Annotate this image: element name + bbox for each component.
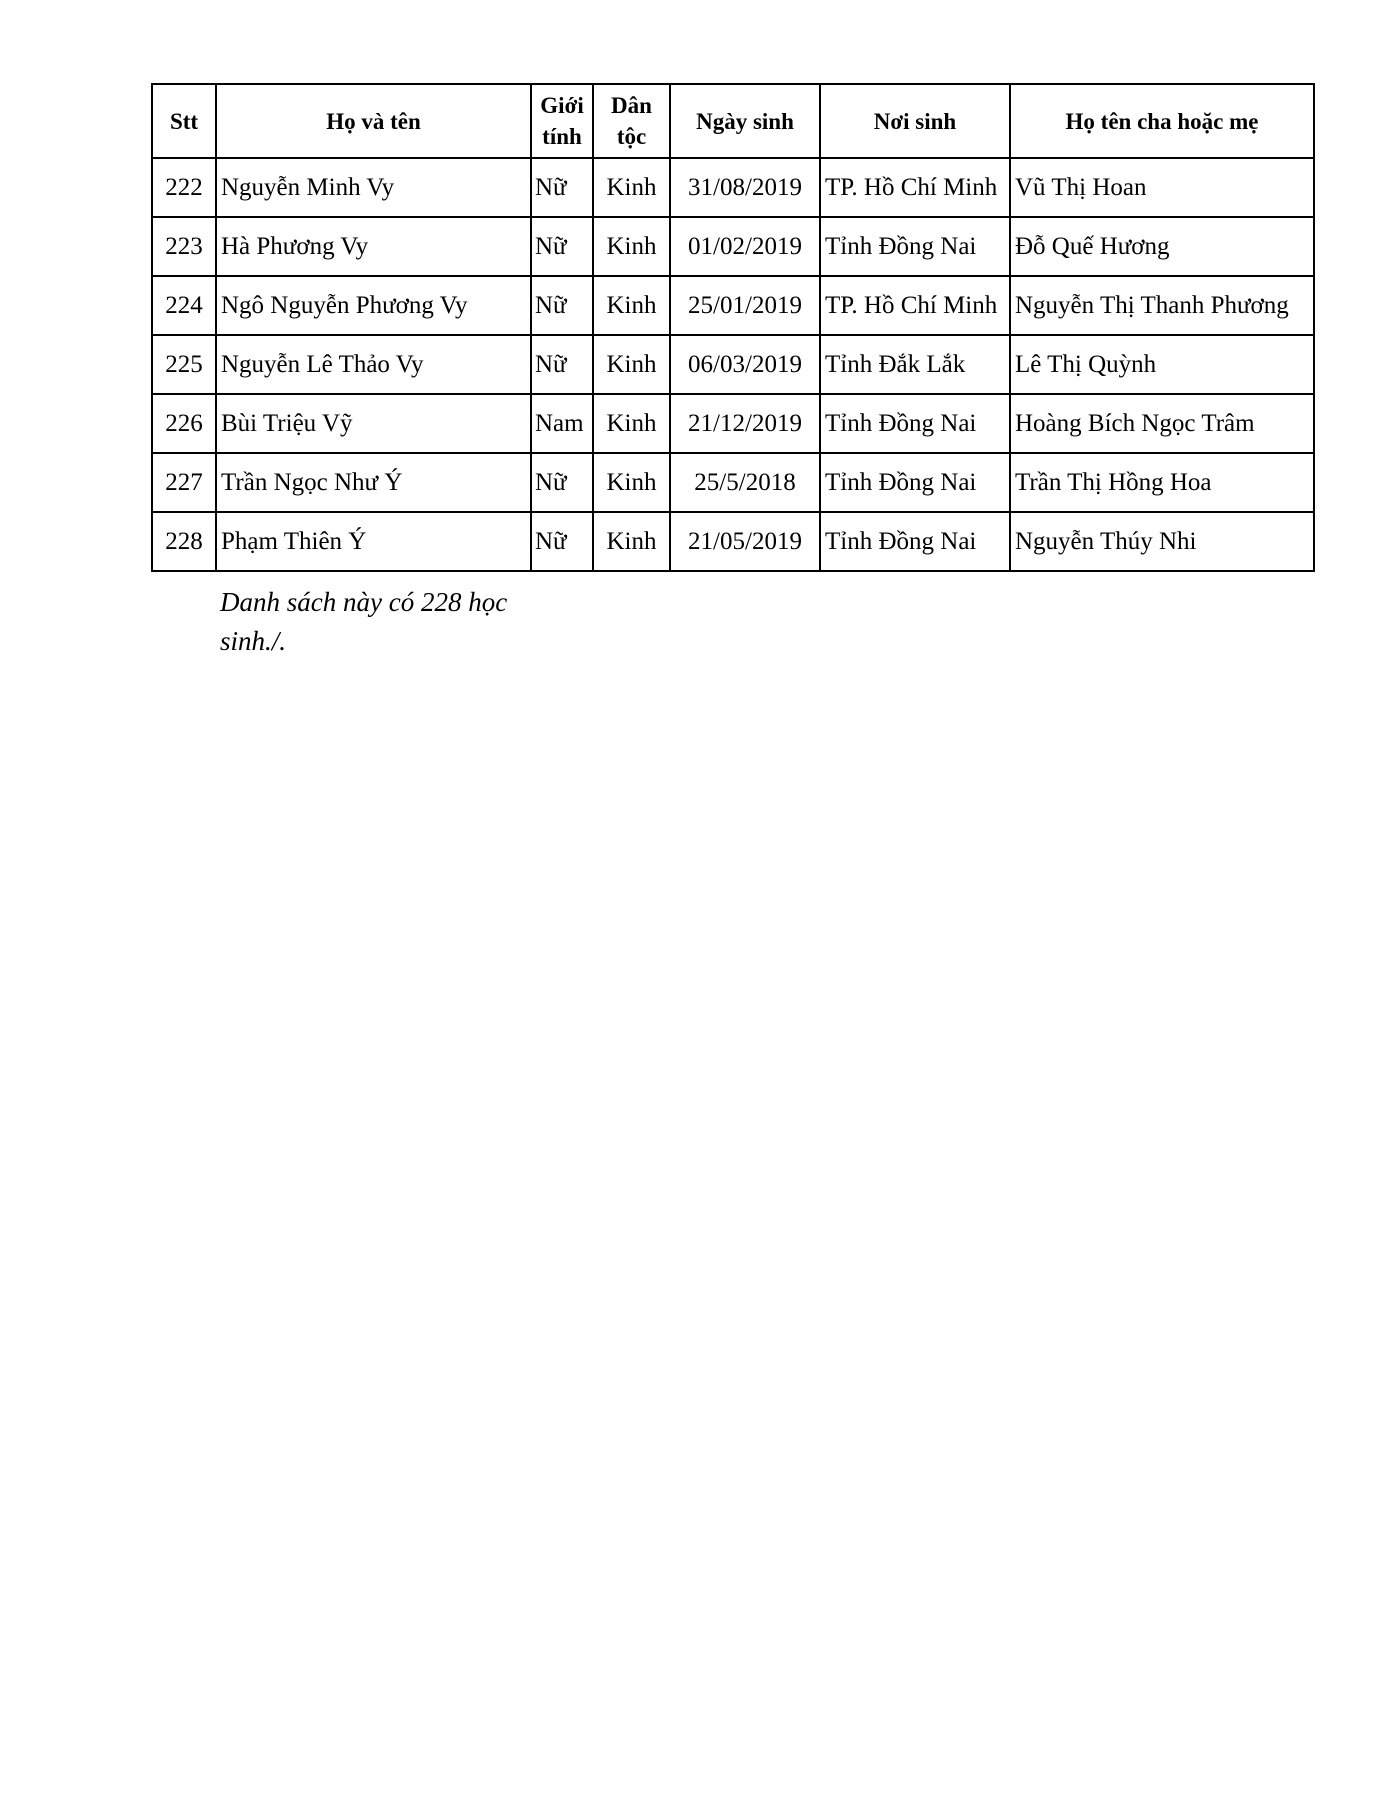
cell-gender: Nữ (531, 276, 593, 335)
table-header-row (152, 84, 1314, 158)
cell-birthplace: TP. Hồ Chí Minh (820, 158, 1010, 217)
header-gender (531, 84, 593, 158)
table-row (152, 394, 1314, 453)
table-row (152, 217, 1314, 276)
header-parent: Họ tên cha hoặc mẹ (1010, 84, 1314, 158)
cell-gender: Nữ (531, 158, 593, 217)
table-row (152, 453, 1314, 512)
cell-gender: Nữ (531, 453, 593, 512)
cell-dob: 01/02/2019 (670, 217, 820, 276)
cell-name: Bùi Triệu Vỹ (216, 394, 531, 453)
cell-ethnic: Kinh (593, 335, 670, 394)
cell-parent: Lê Thị Quỳnh (1010, 335, 1314, 394)
cell-gender: Nữ (531, 217, 593, 276)
header-stt: Stt (152, 84, 216, 158)
cell-stt: 226 (152, 394, 216, 453)
header-gender-line1: Giới (540, 93, 584, 118)
cell-stt: 224 (152, 276, 216, 335)
table-row (152, 335, 1314, 394)
list-total-note-line2: sinh./. (220, 626, 287, 656)
cell-name: Ngô Nguyễn Phương Vy (216, 276, 531, 335)
cell-dob: 25/5/2018 (670, 453, 820, 512)
cell-parent: Đỗ Quế Hương (1010, 217, 1314, 276)
cell-ethnic: Kinh (593, 276, 670, 335)
cell-name: Hà Phương Vy (216, 217, 531, 276)
cell-gender: Nam (531, 394, 593, 453)
header-name: Họ và tên (216, 84, 531, 158)
cell-parent: Hoàng Bích Ngọc Trâm (1010, 394, 1314, 453)
cell-dob: 21/05/2019 (670, 512, 820, 571)
cell-parent: Vũ Thị Hoan (1010, 158, 1314, 217)
cell-name: Nguyễn Minh Vy (216, 158, 531, 217)
cell-name: Trần Ngọc Như Ý (216, 453, 531, 512)
header-dob: Ngày sinh (670, 84, 820, 158)
cell-dob: 25/01/2019 (670, 276, 820, 335)
cell-ethnic: Kinh (593, 453, 670, 512)
cell-stt: 228 (152, 512, 216, 571)
header-ethnic-line1: Dân (611, 93, 652, 118)
cell-dob: 21/12/2019 (670, 394, 820, 453)
header-ethnic (593, 84, 670, 158)
table-row (152, 276, 1314, 335)
cell-name: Phạm Thiên Ý (216, 512, 531, 571)
cell-gender: Nữ (531, 512, 593, 571)
cell-birthplace: Tỉnh Đồng Nai (820, 512, 1010, 571)
cell-birthplace: TP. Hồ Chí Minh (820, 276, 1010, 335)
cell-stt: 227 (152, 453, 216, 512)
cell-birthplace: Tỉnh Đồng Nai (820, 453, 1010, 512)
header-gender-line2: tính (542, 124, 582, 149)
cell-parent: Trần Thị Hồng Hoa (1010, 453, 1314, 512)
header-birthplace: Nơi sinh (820, 84, 1010, 158)
list-total-note-line1: Danh sách này có 228 học (220, 587, 508, 617)
cell-stt: 222 (152, 158, 216, 217)
cell-ethnic: Kinh (593, 512, 670, 571)
cell-ethnic: Kinh (593, 158, 670, 217)
header-ethnic-line2: tộc (616, 124, 647, 149)
cell-birthplace: Tỉnh Đồng Nai (820, 394, 1010, 453)
cell-dob: 06/03/2019 (670, 335, 820, 394)
cell-ethnic: Kinh (593, 394, 670, 453)
cell-birthplace: Tỉnh Đắk Lắk (820, 335, 1010, 394)
cell-parent: Nguyễn Thúy Nhi (1010, 512, 1314, 571)
cell-stt: 225 (152, 335, 216, 394)
cell-stt: 223 (152, 217, 216, 276)
cell-name: Nguyễn Lê Thảo Vy (216, 335, 531, 394)
list-total-note (220, 583, 560, 661)
table-row (152, 158, 1314, 217)
student-list-table (151, 83, 1315, 572)
cell-birthplace: Tỉnh Đồng Nai (820, 217, 1010, 276)
table-row (152, 512, 1314, 571)
cell-gender: Nữ (531, 335, 593, 394)
cell-ethnic: Kinh (593, 217, 670, 276)
cell-parent: Nguyễn Thị Thanh Phương (1010, 276, 1314, 335)
cell-dob: 31/08/2019 (670, 158, 820, 217)
